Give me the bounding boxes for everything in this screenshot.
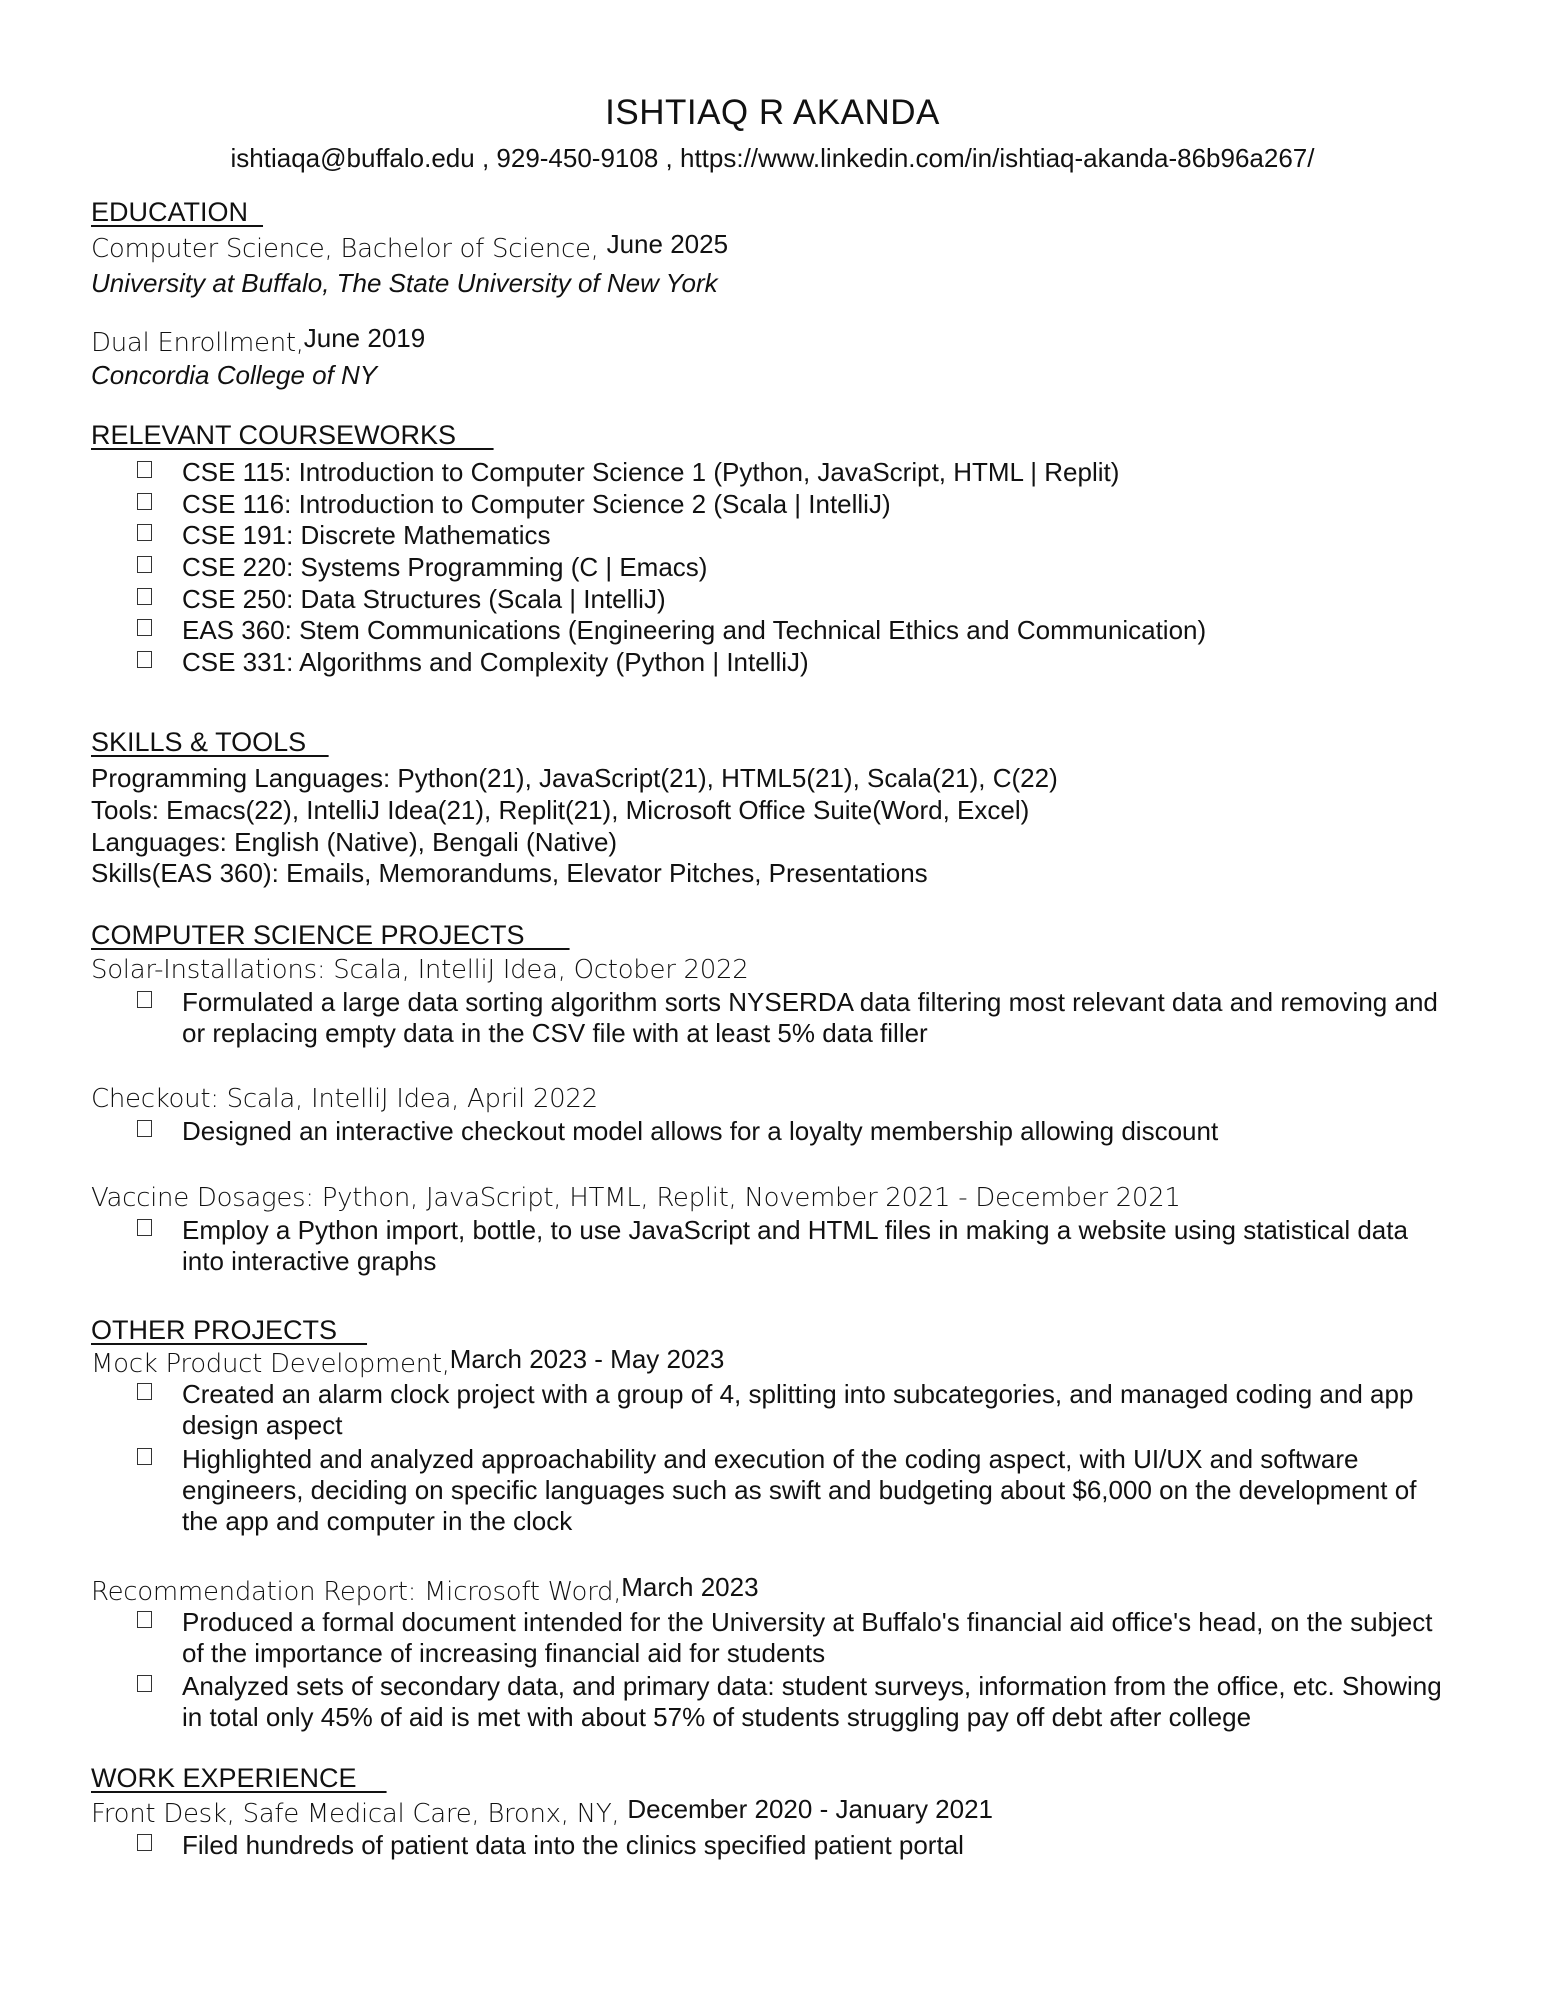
project-bullet: Analyzed sets of secondary data, and primary data: student surveys, information from the office, etc. Showing in total only 45% of aid is met with about 57% of students struggling pay off debt after college (182, 1671, 1442, 1732)
project-bullet: Produced a formal document intended for the University at Buffalo's financial aid office's head, on the subject of the importance of increasing financial aid for students (182, 1607, 1433, 1668)
bullet-icon (137, 1448, 152, 1465)
section-heading-other-projects: OTHER PROJECTS (91, 1315, 368, 1345)
course-item: CSE 220: Systems Programming (C | Emacs) (182, 552, 708, 582)
bullet-icon (137, 991, 152, 1008)
other-project-header (91, 1572, 759, 1607)
bullet-icon (137, 461, 152, 478)
job-bullet: Filed hundreds of patient data into the clinics specified patient portal (182, 1830, 964, 1860)
degree-date: June 2025 (606, 229, 729, 259)
degree-date: June 2019 (303, 323, 426, 353)
section-heading-work: WORK EXPERIENCE (91, 1763, 387, 1793)
school-name: University at Buffalo, The State University of New York (91, 268, 718, 298)
course-item: EAS 360: Stem Communications (Engineering and Technical Ethics and Communication) (182, 615, 1207, 645)
section-heading-coursework: RELEVANT COURSEWORKS (91, 420, 494, 450)
bullet-icon (137, 1120, 152, 1137)
section-heading-education: EDUCATION (91, 197, 264, 227)
project-date: March 2023 - May 2023 (449, 1344, 725, 1374)
project-bullet: Designed an interactive checkout model allows for a loyalty membership allowing discount (182, 1116, 1219, 1146)
bullet-icon (137, 1219, 152, 1236)
project-title: Vaccine Dosages: Python, JavaScript, HTML, Replit, November 2021 - December 2021 (91, 1183, 1181, 1213)
education-entry-1 (91, 229, 729, 264)
school-name: Concordia College of NY (91, 360, 378, 390)
other-project-header (91, 1344, 725, 1379)
skills-line: Programming Languages: Python(21), JavaScript(21), HTML5(21), Scala(21), C(22) (91, 763, 1058, 793)
section-heading-cs-projects: COMPUTER SCIENCE PROJECTS (91, 920, 570, 950)
education-entry-2 (91, 323, 426, 358)
course-item: CSE 115: Introduction to Computer Science 1 (Python, JavaScript, HTML | Replit) (182, 457, 1120, 487)
job-title: Front Desk, Safe Medical Care, Bronx, NY, (91, 1799, 628, 1829)
bullet-icon (137, 651, 152, 668)
contact-line: ishtiaqa@buffalo.edu , 929-450-9108 , https://www.linkedin.com/in/ishtiaq-akanda-86b96a267/ (230, 143, 1315, 173)
bullet-icon (137, 524, 152, 541)
project-bullet: Highlighted and analyzed approachability and execution of the coding aspect, with UI/UX and software engineers, deciding on specific languages such as swift and budgeting about $6,000 on the development of the app and computer in the clock (182, 1444, 1417, 1536)
section-heading-skills: SKILLS & TOOLS (91, 727, 329, 757)
skills-line: Tools: Emacs(22), IntelliJ Idea(21), Replit(21), Microsoft Office Suite(Word, Excel) (91, 795, 1030, 825)
project-title: Recommendation Report: Microsoft Word, (91, 1577, 622, 1607)
bullet-icon (137, 1383, 152, 1400)
bullet-icon (137, 619, 152, 636)
project-bullet: Employ a Python import, bottle, to use JavaScript and HTML files in making a website using statistical data into interactive graphs (182, 1215, 1408, 1276)
bullet-icon (137, 1675, 152, 1692)
course-item: CSE 191: Discrete Mathematics (182, 520, 551, 550)
bullet-icon (137, 493, 152, 510)
project-date: March 2023 (621, 1572, 759, 1602)
degree-title: Dual Enrollment, (91, 328, 304, 358)
project-title: Solar-Installations: Scala, IntelliJ Idea, October 2022 (91, 955, 749, 985)
project-title: Checkout: Scala, IntelliJ Idea, April 2022 (91, 1084, 598, 1114)
project-bullet: Formulated a large data sorting algorithm sorts NYSERDA data filtering most relevant data and removing and or replacing empty data in the CSV file with at least 5% data filler (182, 987, 1438, 1048)
project-title: Mock Product Development, (91, 1349, 450, 1379)
bullet-icon (137, 1834, 152, 1851)
bullet-icon (137, 556, 152, 573)
job-header (91, 1794, 994, 1829)
bullet-icon (137, 1611, 152, 1628)
course-item: CSE 331: Algorithms and Complexity (Python | IntelliJ) (182, 647, 809, 677)
skills-line: Languages: English (Native), Bengali (Native) (91, 827, 618, 857)
skills-line: Skills(EAS 360): Emails, Memorandums, Elevator Pitches, Presentations (91, 858, 928, 888)
course-item: CSE 116: Introduction to Computer Science 2 (Scala | IntelliJ) (182, 489, 891, 519)
course-item: CSE 250: Data Structures (Scala | IntelliJ) (182, 584, 666, 614)
degree-title: Computer Science, Bachelor of Science, (91, 234, 607, 264)
project-bullet: Created an alarm clock project with a group of 4, splitting into subcategories, and managed coding and app design aspect (182, 1379, 1414, 1440)
bullet-icon (137, 588, 152, 605)
job-date: December 2020 - January 2021 (627, 1794, 994, 1824)
candidate-name: ISHTIAQ R AKANDA (605, 93, 940, 132)
